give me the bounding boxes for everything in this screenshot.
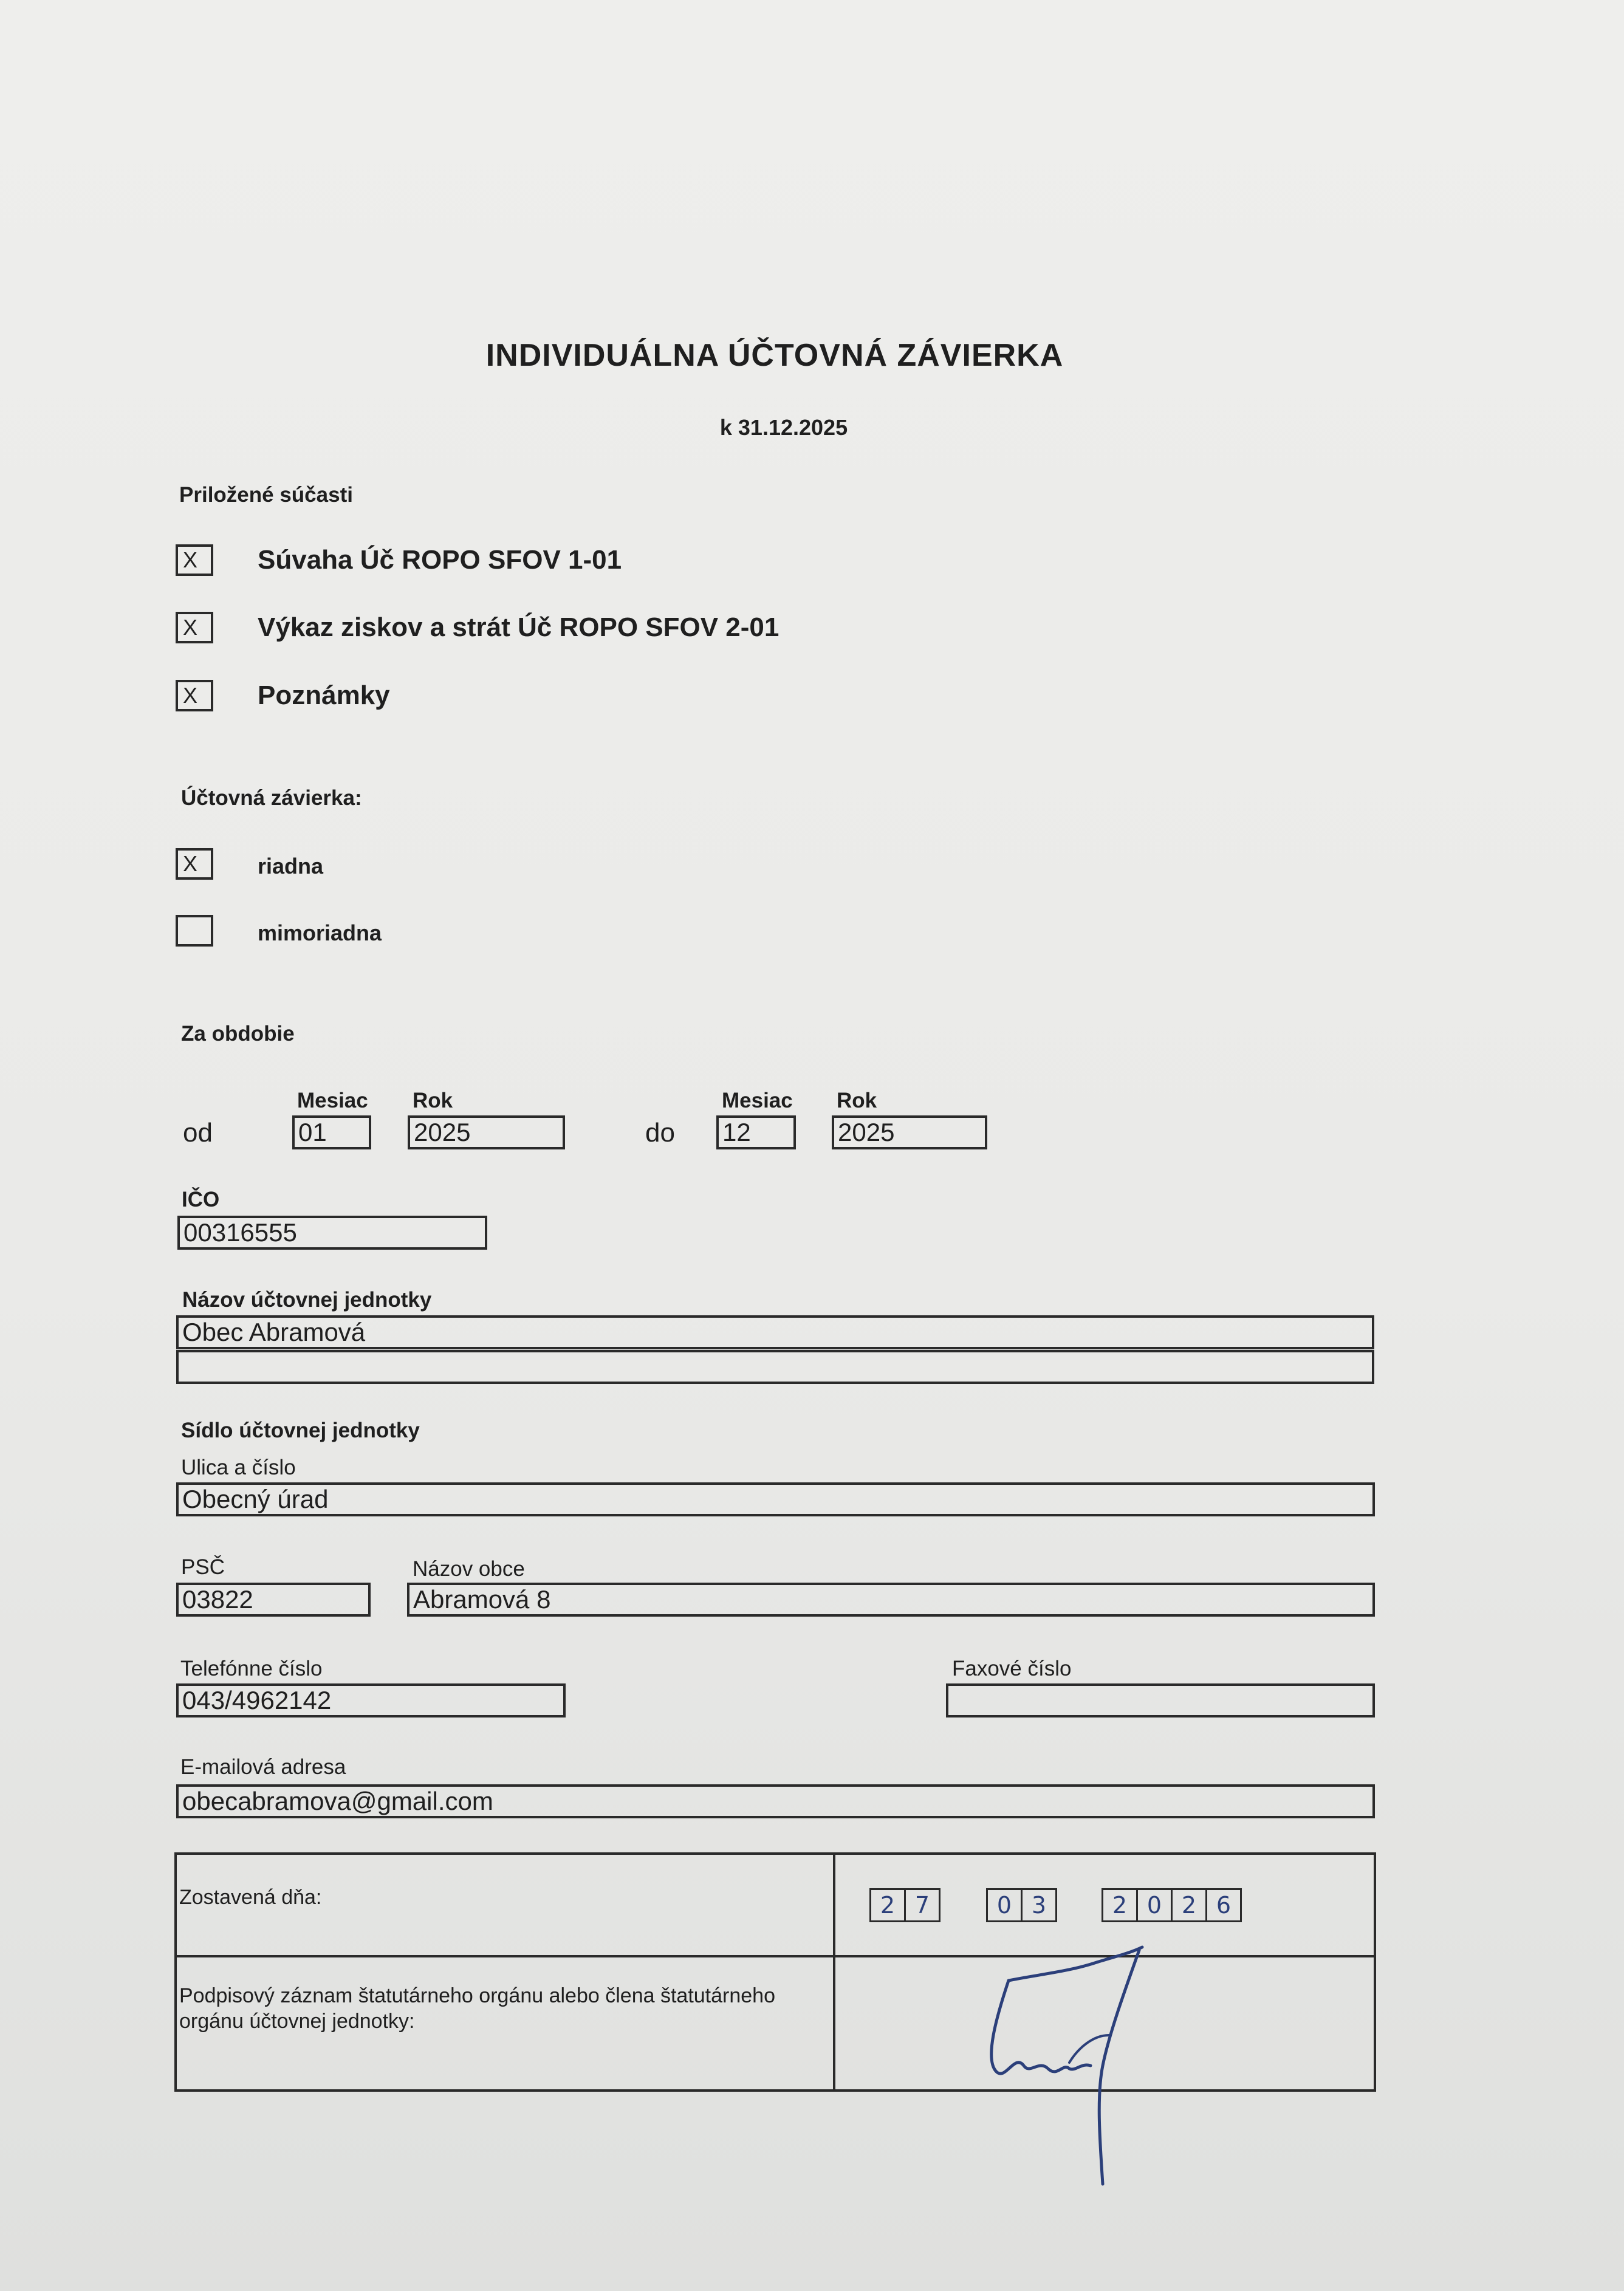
fax-field[interactable] — [946, 1683, 1375, 1717]
year-digit-3: 2 — [1171, 1888, 1207, 1922]
ico-field[interactable]: 00316555 — [177, 1216, 487, 1250]
year-digit-1: 2 — [1102, 1888, 1138, 1922]
closing-checkbox-extraordinary[interactable] — [176, 915, 213, 947]
footer-table — [174, 1852, 1376, 2092]
psc-field[interactable]: 03822 — [176, 1583, 371, 1617]
attachments-heading: Priložené súčasti — [179, 483, 353, 507]
street-label: Ulica a číslo — [181, 1456, 296, 1479]
day-digit-2: 7 — [904, 1888, 940, 1922]
city-field[interactable]: Abramová 8 — [407, 1583, 1375, 1617]
street-field[interactable]: Obecný úrad — [176, 1482, 1375, 1516]
to-year-field[interactable]: 2025 — [832, 1115, 987, 1149]
entity-name-label: Názov účtovnej jednotky — [182, 1288, 432, 1312]
footer-horizontal-divider — [177, 1955, 1374, 1957]
attachment-label-notes: Poznámky — [258, 680, 390, 710]
closing-heading: Účtovná závierka: — [181, 786, 362, 810]
month-digit-2: 3 — [1021, 1888, 1057, 1922]
attachment-label-balance: Súvaha Úč ROPO SFOV 1-01 — [258, 545, 622, 575]
footer-vertical-divider — [833, 1855, 835, 2089]
to-month-field[interactable]: 12 — [716, 1115, 796, 1149]
to-month-label: Mesiac — [722, 1089, 793, 1112]
email-label: E-mailová adresa — [180, 1755, 346, 1779]
closing-checkbox-regular[interactable]: X — [176, 848, 213, 880]
compiled-label: Zostavená dňa: — [179, 1886, 322, 1909]
compiled-day[interactable] — [869, 1888, 940, 1922]
month-digit-1: 0 — [986, 1888, 1023, 1922]
day-digit-1: 2 — [869, 1888, 906, 1922]
closing-label-regular: riadna — [258, 854, 324, 878]
compiled-month[interactable] — [986, 1888, 1057, 1922]
entity-name-field-2[interactable] — [176, 1350, 1374, 1384]
attachment-checkbox-balance[interactable]: X — [176, 544, 213, 576]
document-title: INDIVIDUÁLNA ÚČTOVNÁ ZÁVIERKA — [485, 338, 1064, 373]
from-month-field[interactable]: 01 — [292, 1115, 371, 1149]
from-month-label: Mesiac — [297, 1089, 368, 1112]
ico-label: IČO — [182, 1188, 220, 1211]
phone-label: Telefónne číslo — [180, 1657, 323, 1680]
compiled-year[interactable] — [1102, 1888, 1242, 1922]
year-digit-4: 6 — [1205, 1888, 1242, 1922]
signature-image — [972, 1944, 1167, 2199]
closing-label-extraordinary: mimoriadna — [258, 920, 382, 945]
attachment-checkbox-income[interactable]: X — [176, 612, 213, 643]
period-to-label: do — [645, 1118, 675, 1148]
to-year-label: Rok — [837, 1089, 877, 1112]
signature-label — [179, 1983, 775, 2034]
year-digit-2: 0 — [1136, 1888, 1173, 1922]
phone-field[interactable]: 043/4962142 — [176, 1683, 566, 1717]
city-label: Názov obce — [413, 1557, 525, 1581]
signature-label-line-2: orgánu účtovnej jednotky: — [179, 2010, 415, 2033]
from-year-field[interactable]: 2025 — [408, 1115, 565, 1149]
period-from-label: od — [183, 1118, 213, 1148]
email-field[interactable]: obecabramova@gmail.com — [176, 1784, 1375, 1818]
signature-label-line-1: Podpisový záznam štatutárneho orgánu alebo člena štatutárneho — [179, 1984, 775, 2007]
attachment-checkbox-notes[interactable]: X — [176, 680, 213, 711]
psc-label: PSČ — [181, 1555, 225, 1579]
entity-name-field-1[interactable]: Obec Abramová — [176, 1315, 1374, 1349]
from-year-label: Rok — [413, 1089, 453, 1112]
period-heading: Za obdobie — [181, 1022, 295, 1046]
fax-label: Faxové číslo — [952, 1657, 1072, 1680]
seat-heading: Sídlo účtovnej jednotky — [181, 1419, 420, 1442]
document-date: k 31.12.2025 — [719, 415, 848, 440]
attachment-label-income: Výkaz ziskov a strát Úč ROPO SFOV 2-01 — [258, 612, 779, 642]
